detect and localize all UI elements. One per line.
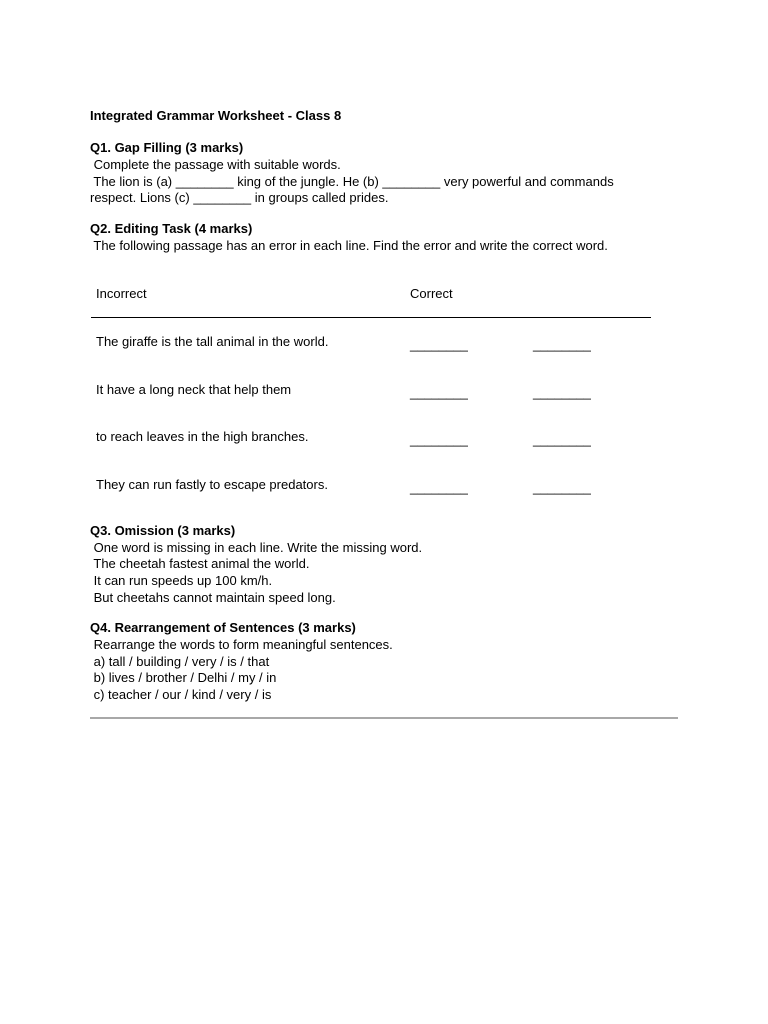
q1-instruction: Complete the passage with suitable words. <box>90 157 341 172</box>
table-header-divider <box>91 317 651 318</box>
row-blank-1: ________ <box>410 432 468 447</box>
column-header-correct: Correct <box>410 286 453 301</box>
row-sentence: They can run fastly to escape predators. <box>96 477 328 492</box>
q4-heading: Q4. Rearrangement of Sentences (3 marks) <box>90 620 356 635</box>
q4-item-b: b) lives / brother / Delhi / my / in <box>90 670 277 685</box>
q1-passage-line-2: respect. Lions (c) ________ in groups called prides. <box>90 190 389 205</box>
q3-line: It can run speeds up 100 km/h. <box>90 573 273 588</box>
row-sentence: to reach leaves in the high branches. <box>96 429 309 444</box>
q2-instruction: The following passage has an error in each line. Find the error and write the correct word. <box>90 238 608 253</box>
row-blank-2: ________ <box>533 385 591 400</box>
row-blank-1: ________ <box>410 337 468 352</box>
bottom-divider <box>90 717 678 719</box>
q1-heading: Q1. Gap Filling (3 marks) <box>90 140 244 155</box>
row-blank-1: ________ <box>410 385 468 400</box>
column-header-incorrect: Incorrect <box>96 286 147 301</box>
q3-instruction: One word is missing in each line. Write the missing word. <box>90 540 423 555</box>
q2-heading: Q2. Editing Task (4 marks) <box>90 221 253 236</box>
q3-line: The cheetah fastest animal the world. <box>90 556 310 571</box>
row-blank-2: ________ <box>533 337 591 352</box>
q3-heading: Q3. Omission (3 marks) <box>90 523 236 538</box>
row-sentence: It have a long neck that help them <box>96 382 292 397</box>
row-blank-1: ________ <box>410 480 468 495</box>
q3-line: But cheetahs cannot maintain speed long. <box>90 590 336 605</box>
row-sentence: The giraffe is the tall animal in the world. <box>96 334 329 349</box>
row-blank-2: ________ <box>533 480 591 495</box>
q1-passage-line-1: The lion is (a) ________ king of the jungle. He (b) ________ very powerful and commands <box>90 174 614 189</box>
worksheet-title: Integrated Grammar Worksheet - Class 8 <box>90 108 342 123</box>
q4-item-c: c) teacher / our / kind / very / is <box>90 687 272 702</box>
q4-item-a: a) tall / building / very / is / that <box>90 654 270 669</box>
row-blank-2: ________ <box>533 432 591 447</box>
q4-instruction: Rearrange the words to form meaningful sentences. <box>90 637 393 652</box>
